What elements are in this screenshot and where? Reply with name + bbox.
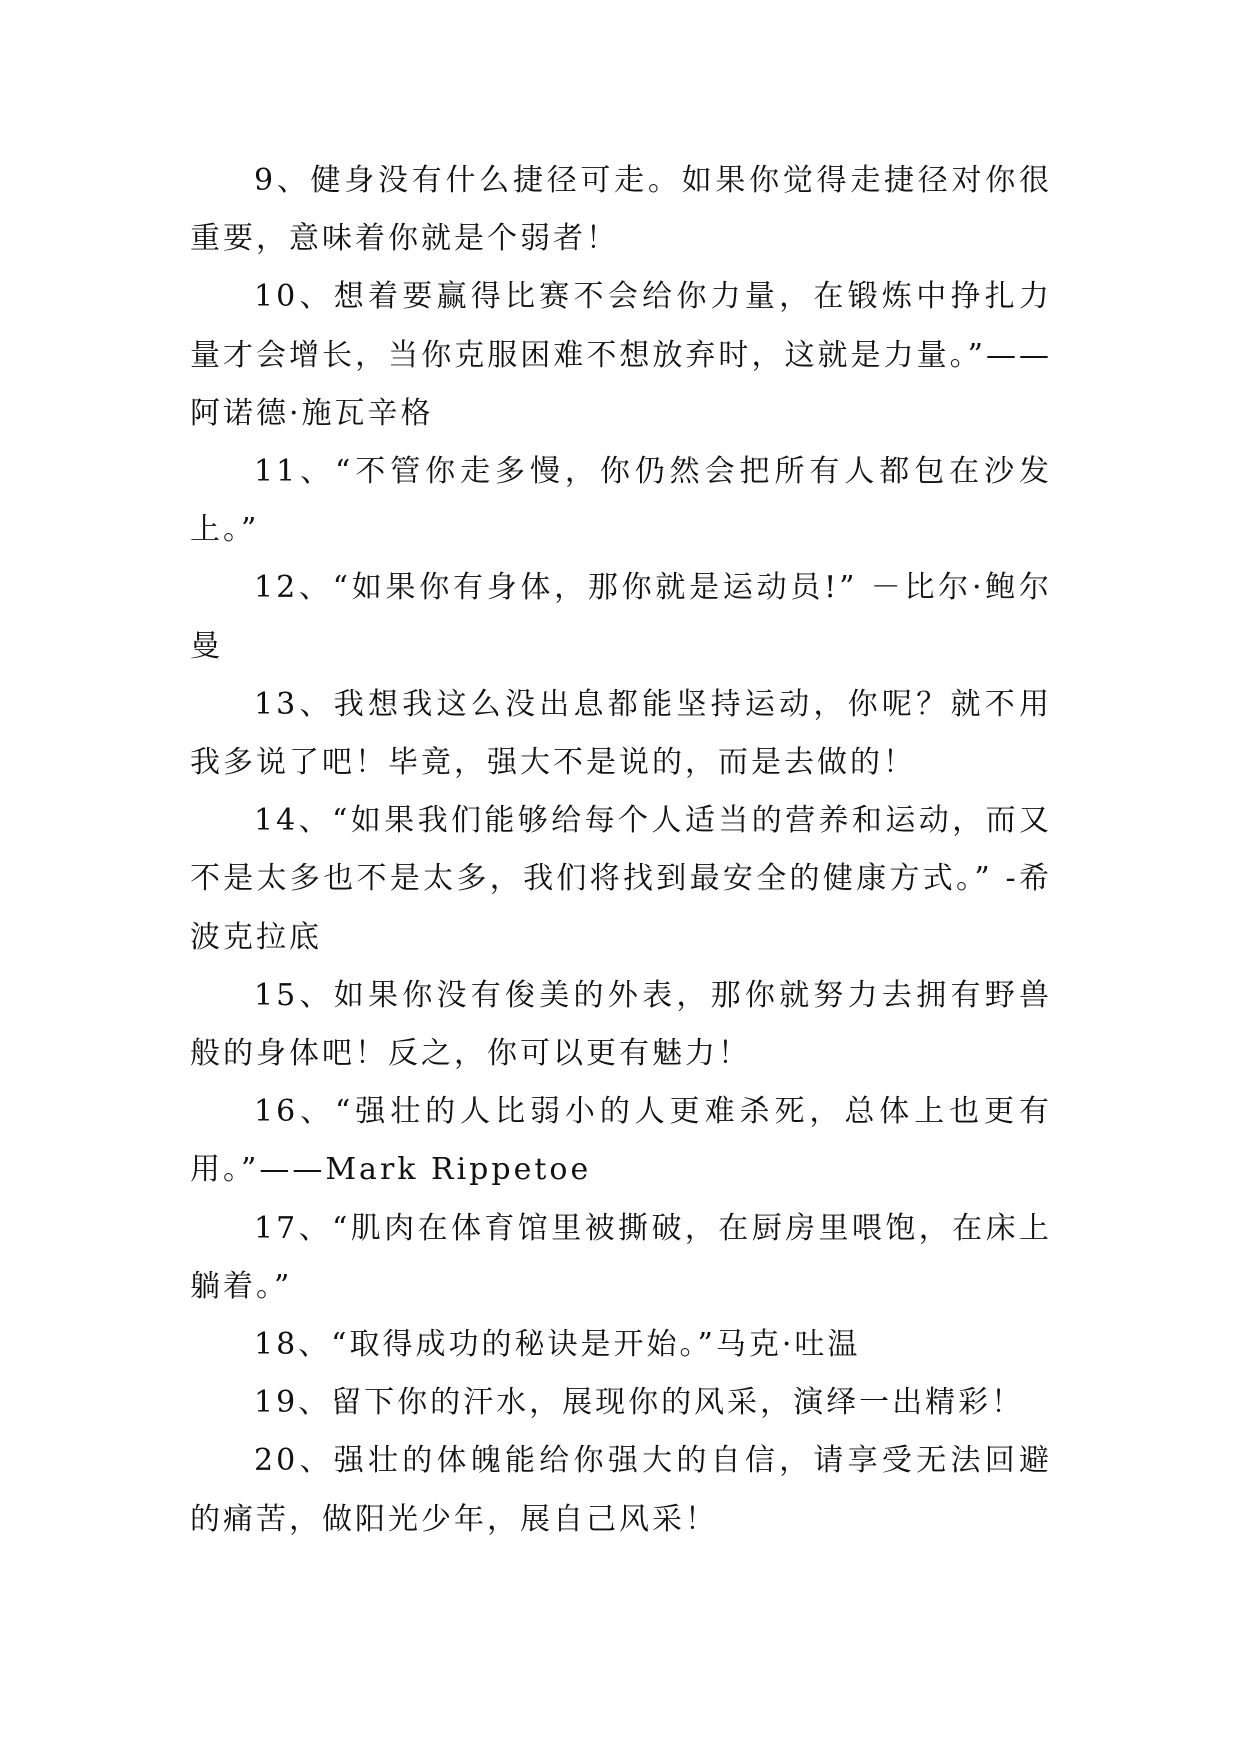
quote-paragraph-12: 12、“如果你有身体，那你就是运动员!” －比尔·鲍尔曼 (190, 570, 1052, 664)
quote-paragraph-16: 16、“强壮的人比弱小的人更难杀死，总体上也更有用。”——Mark Rippetoe (190, 1094, 1052, 1188)
quote-paragraph-15: 15、如果你没有俊美的外表，那你就努力去拥有野兽般的身体吧！反之，你可以更有魅力！ (190, 977, 1052, 1072)
quote-paragraph-18: 18、“取得成功的秘诀是开始。”马克·吐温 (254, 1327, 861, 1363)
quote-paragraph-11: 11、“不管你走多慢，你仍然会把所有人都包在沙发上。” (190, 454, 1052, 548)
quote-paragraph-13: 13、我想我这么没出息都能坚持运动，你呢？就不用我多说了吧！毕竟，强大不是说的，而是去做的！ (190, 686, 1052, 781)
quote-paragraph-14: 14、“如果我们能够给每个人适当的营养和运动，而又不是太多也不是太多，我们将找到最安全的健康方式。” -希波克拉底 (190, 803, 1052, 955)
document-body (190, 152, 1052, 1549)
quote-paragraph-19: 19、留下你的汗水，展现你的风采，演绎一出精彩！ (254, 1385, 1025, 1421)
quote-paragraph-17: 17、“肌肉在体育馆里被撕破，在厨房里喂饱，在床上躺着。” (190, 1210, 1052, 1304)
quote-paragraph-20: 20、强壮的体魄能给你强大的自信，请享受无法回避的痛苦，做阳光少年，展自己风采！ (190, 1443, 1052, 1537)
quote-paragraph-9: 9、健身没有什么捷径可走。如果你觉得走捷径对你很重要，意味着你就是个弱者！ (190, 163, 1052, 257)
quote-paragraph-10: 10、想着要赢得比赛不会给你力量，在锻炼中挣扎力量才会增长，当你克服困难不想放弃时，这就是力量。”——阿诺德·施瓦辛格 (190, 279, 1052, 431)
